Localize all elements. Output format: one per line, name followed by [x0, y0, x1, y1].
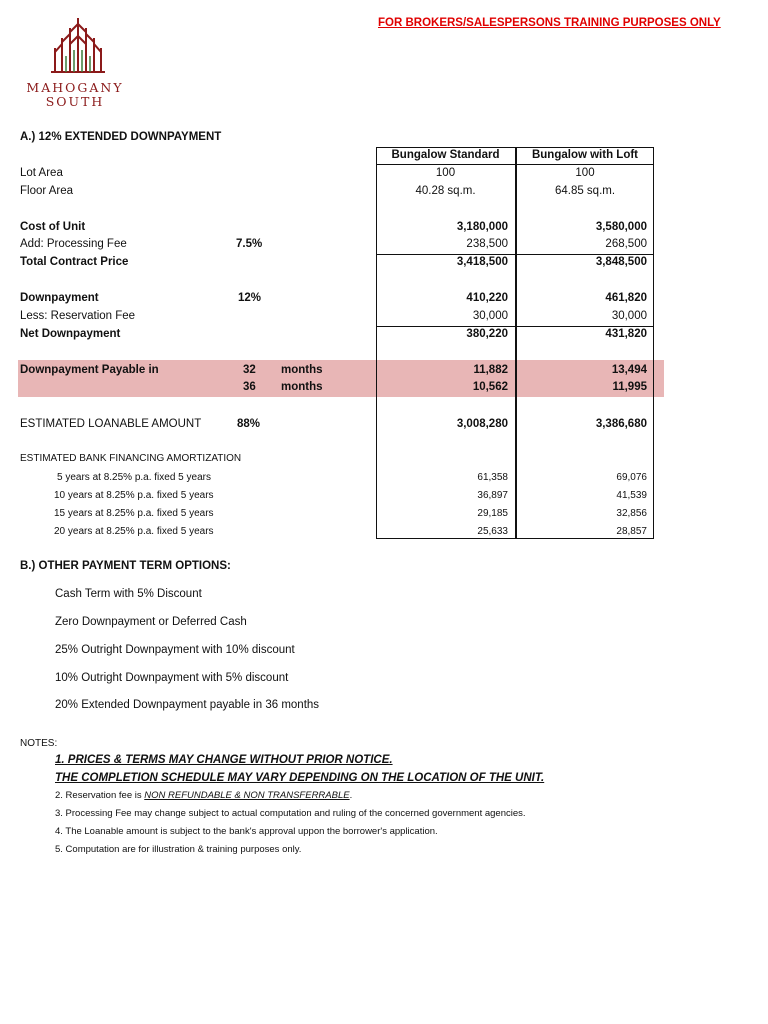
amortization-row-standard: 29,185: [477, 508, 508, 519]
amortization-title: ESTIMATED BANK FINANCING AMORTIZATION: [20, 453, 242, 464]
lot-area-loft: 100: [575, 167, 595, 179]
net-downpayment-loft: 431,820: [605, 328, 647, 340]
processing-fee-label: Add: Processing Fee: [20, 238, 127, 250]
note-2-prefix: 2. Reservation fee is: [55, 790, 145, 801]
downpayment-rate: 12%: [238, 292, 262, 304]
amortization-row-label: 5 years at 8.25% p.a. fixed 5 years: [57, 472, 211, 483]
lot-area-standard: 100: [435, 167, 456, 179]
payment-option: Zero Downpayment or Deferred Cash: [55, 616, 247, 628]
downpayment-standard: 410,220: [466, 292, 508, 304]
floor-area-loft: 64.85 sq.m.: [554, 185, 616, 197]
column-header-bungalow-with-loft: Bungalow with Loft: [531, 149, 639, 161]
processing-fee-standard: 238,500: [466, 238, 508, 250]
amortization-row-standard: 36,897: [477, 490, 508, 501]
reservation-fee-label: Less: Reservation Fee: [20, 310, 136, 322]
cost-of-unit-loft: 3,580,000: [595, 221, 647, 233]
payment-option: 20% Extended Downpayment payable in 36 months: [55, 699, 320, 711]
payable-32-loft: 13,494: [611, 364, 647, 376]
payable-months-32: 32: [243, 364, 256, 376]
processing-fee-loft: 268,500: [605, 238, 647, 250]
payable-32-standard: 11,882: [473, 364, 508, 376]
processing-fee-rate: 7.5%: [236, 238, 263, 250]
downpayment-payable-label: Downpayment Payable in: [20, 364, 159, 376]
reservation-fee-loft: 30,000: [611, 310, 647, 322]
lot-area-label: Lot Area: [20, 167, 63, 179]
total-contract-price-standard: 3,418,500: [456, 256, 508, 268]
payable-36-loft: 11,995: [612, 381, 647, 393]
amortization-row-loft: 32,856: [616, 508, 647, 519]
net-downpayment-standard: 380,220: [466, 328, 508, 340]
total-contract-rule: [376, 254, 654, 255]
column-header-bungalow-standard: Bungalow Standard: [391, 149, 500, 161]
note-5: 5. Computation are for illustration & training purposes only.: [55, 844, 302, 855]
training-purpose-notice: FOR BROKERS/SALESPERSONS TRAINING PURPOSES ONLY: [378, 17, 721, 29]
loanable-loft: 3,386,680: [595, 418, 647, 430]
notes-label: NOTES:: [20, 738, 58, 749]
amortization-row-label: 10 years at 8.25% p.a. fixed 5 years: [54, 490, 214, 501]
payable-months-unit: months: [281, 381, 323, 393]
total-contract-price-loft: 3,848,500: [595, 256, 647, 268]
note-1-line-2: THE COMPLETION SCHEDULE MAY VARY DEPENDING ON THE LOCATION OF THE UNIT.: [55, 772, 545, 784]
payment-option: Cash Term with 5% Discount: [55, 588, 202, 600]
cost-of-unit-standard: 3,180,000: [456, 221, 508, 233]
section-a-title: A.) 12% EXTENDED DOWNPAYMENT: [20, 131, 222, 143]
downpayment-loft: 461,820: [605, 292, 647, 304]
payable-months-unit: months: [281, 364, 323, 376]
note-3: 3. Processing Fee may change subject to actual computation and ruling of the concerned government agencies.: [55, 808, 526, 819]
header-rule: [376, 164, 654, 165]
amortization-row-label: 20 years at 8.25% p.a. fixed 5 years: [54, 526, 214, 537]
note-2: [55, 790, 352, 801]
reservation-fee-standard: 30,000: [472, 310, 508, 322]
net-downpayment-label: Net Downpayment: [20, 328, 121, 340]
total-contract-price-label: Total Contract Price: [20, 256, 129, 268]
loanable-rate: 88%: [237, 418, 261, 430]
note-4: 4. The Loanable amount is subject to the bank's approval uppon the borrower's application.: [55, 826, 438, 837]
amortization-row-loft: 28,857: [616, 526, 647, 537]
logo-text-south: SOUTH: [45, 94, 105, 109]
amortization-row-loft: 69,076: [616, 472, 647, 483]
amortization-row-label: 15 years at 8.25% p.a. fixed 5 years: [54, 508, 214, 519]
payment-option: 25% Outright Downpayment with 10% discount: [55, 644, 295, 656]
payment-option: 10% Outright Downpayment with 5% discount: [55, 672, 289, 684]
floor-area-label: Floor Area: [20, 185, 74, 197]
payable-36-standard: 10,562: [472, 381, 508, 393]
note-1-line-1: 1. PRICES & TERMS MAY CHANGE WITHOUT PRIOR NOTICE.: [55, 754, 393, 766]
logo-text-mahogany: MAHOGANY: [26, 80, 124, 95]
section-b-title: B.) OTHER PAYMENT TERM OPTIONS:: [20, 560, 231, 572]
floor-area-standard: 40.28 sq.m.: [415, 185, 476, 197]
loanable-standard: 3,008,280: [456, 418, 508, 430]
downpayment-label: Downpayment: [20, 292, 99, 304]
loanable-amount-label: ESTIMATED LOANABLE AMOUNT: [20, 418, 202, 430]
mahogany-south-logo-icon: [48, 14, 108, 76]
cost-of-unit-label: Cost of Unit: [20, 221, 86, 233]
amortization-row-standard: 61,358: [477, 472, 508, 483]
note-2-suffix: .: [349, 790, 353, 801]
amortization-row-standard: 25,633: [477, 526, 508, 537]
amortization-row-loft: 41,539: [616, 490, 647, 501]
payable-months-36: 36: [243, 381, 256, 393]
net-downpayment-rule: [376, 326, 654, 327]
note-2-emphasis: NON REFUNDABLE & NON TRANSFERRABLE: [144, 790, 350, 801]
